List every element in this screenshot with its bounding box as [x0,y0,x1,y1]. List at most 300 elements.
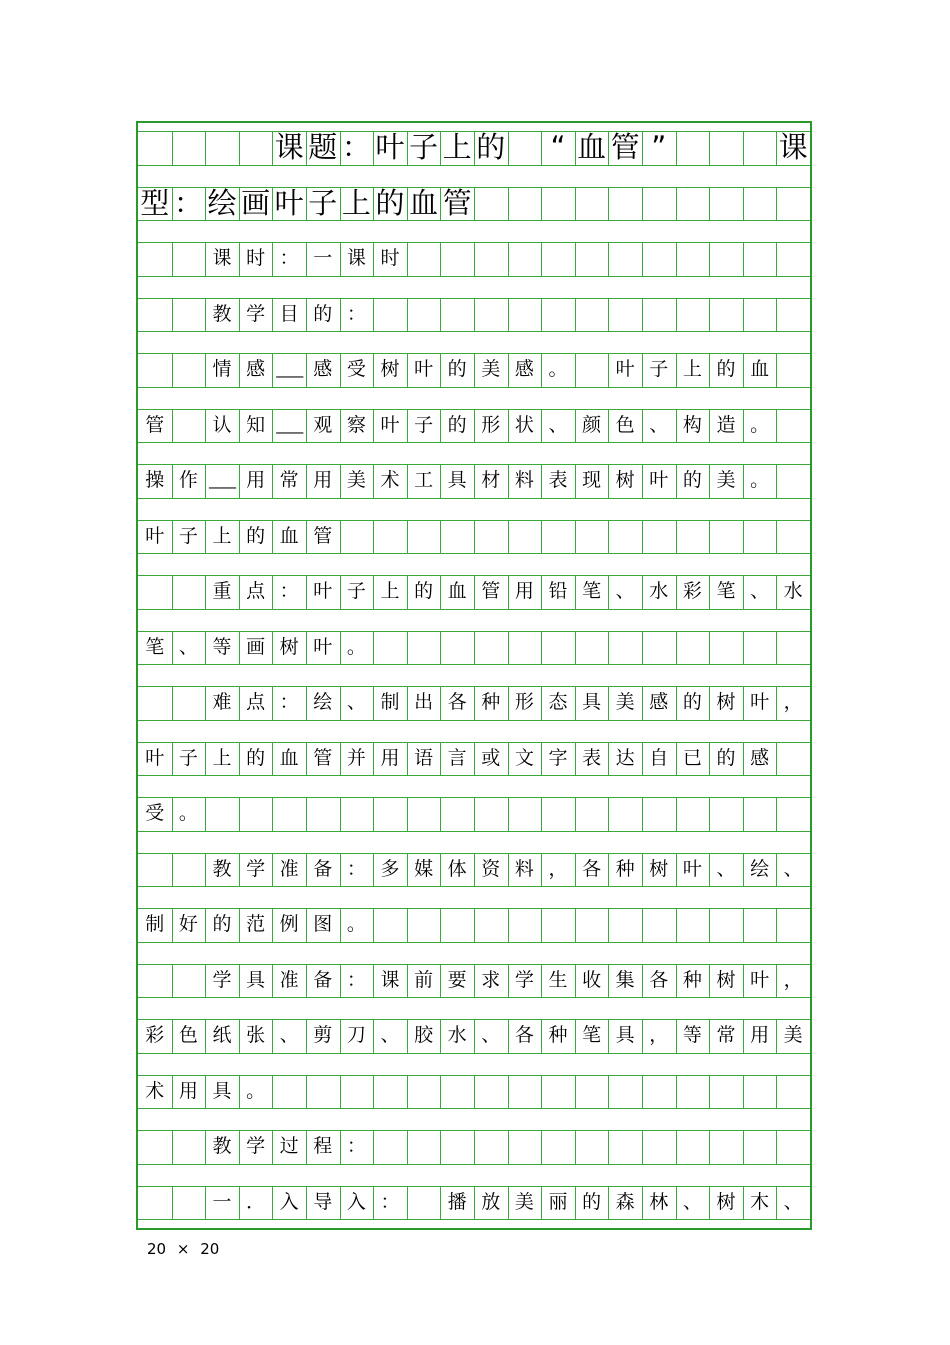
grid-cell [743,1130,777,1164]
grid-cell: 子 [308,185,338,220]
grid-cell: 课 [274,130,304,165]
grid-cell [608,298,642,332]
grid-cell: 上 [380,580,400,603]
grid-cell: 具 [212,1079,232,1102]
grid-cell: “ [550,130,566,165]
grid-cell: 树 [649,857,669,880]
grid-cell: 树 [716,1190,736,1213]
grid-cell [575,520,609,554]
grid-cell [608,631,642,665]
grid-cell: 各 [514,1024,534,1047]
grid-cell: 感 [313,358,333,381]
grid-cell [474,520,508,554]
grid-cell: 放 [481,1190,501,1213]
grid-cell: 准 [279,857,299,880]
grid-cell [508,1075,542,1109]
grid-cell [440,908,474,942]
grid-cell [642,1130,676,1164]
grid-cell: 子 [409,130,439,165]
grid-cell: 各 [649,968,669,991]
grid-cell [508,908,542,942]
grid-cell: 、 [750,580,770,603]
grid-cell [776,908,810,942]
grid-cell [474,298,508,332]
grid-cell [541,908,575,942]
grid-cell: 叶 [750,968,770,991]
grid-cell [172,131,206,165]
grid-cell: 森 [615,1190,635,1213]
grid-cell [642,298,676,332]
grid-cell: 刀 [346,1024,366,1047]
grid-cell [138,1130,172,1164]
grid-cell: 自 [649,746,669,769]
grid-cell [172,964,206,998]
grid-cell: 叶 [313,635,333,658]
grid-cell [776,242,810,276]
grid-cell [642,187,676,221]
grid-line [138,1164,810,1165]
grid-cell: 感 [514,358,534,381]
grid-cell: 料 [514,857,534,880]
grid-cell [172,409,206,443]
grid-cell: 具 [615,1024,635,1047]
grid-cell: 、 [178,635,198,658]
grid-cell: 彩 [145,1024,165,1047]
grid-cell [608,242,642,276]
grid-cell: 料 [514,469,534,492]
grid-cell [172,686,206,720]
grid-cell: 导 [313,1190,333,1213]
grid-cell: 点 [246,691,266,714]
grid-cell: 状 [514,413,534,436]
manuscript-grid [136,121,812,1230]
grid-cell: 水 [447,1024,467,1047]
grid-cell [138,686,172,720]
grid-cell: 管 [313,746,333,769]
grid-cell: ” [651,130,667,165]
grid-cell: 张 [246,1024,266,1047]
grid-cell: 林 [649,1190,669,1213]
grid-cell: 观 [313,413,333,436]
grid-cell: 察 [346,413,366,436]
grid-cell [676,520,710,554]
grid-cell [407,631,441,665]
grid-cell [440,797,474,831]
grid-cell [676,797,710,831]
grid-cell: 树 [716,691,736,714]
grid-cell: ， [783,968,803,991]
grid-cell: 绘 [750,857,770,880]
grid-cell [642,242,676,276]
times-sign: × [176,1240,190,1258]
grid-cell [776,742,810,776]
grid-cell: 表 [582,746,602,769]
grid-cell [407,1186,441,1220]
grid-cell [608,1130,642,1164]
grid-cell: 。 [548,358,568,381]
grid-cell: 树 [615,469,635,492]
grid-cell: 上 [341,185,371,220]
grid-cell [676,631,710,665]
grid-cell [676,1130,710,1164]
grid-cell: 笔 [145,635,165,658]
grid-cell [743,631,777,665]
grid-cell [440,242,474,276]
grid-cell: 的 [212,913,232,936]
grid-cell: 表 [548,469,568,492]
grid-cell [508,520,542,554]
grid-cell: 的 [246,524,266,547]
grid-cell: 颜 [582,413,602,436]
grid-cell: 。 [750,469,770,492]
grid-cols: 20 [147,1240,167,1258]
grid-cell: 彩 [682,580,702,603]
grid-cell [541,520,575,554]
grid-cell: 叶 [145,746,165,769]
grid-cell [575,187,609,221]
grid-cell: 胶 [414,1024,434,1047]
grid-cell [541,631,575,665]
grid-cell: 作 [178,469,198,492]
grid-cell: 课 [212,247,232,270]
grid-cell: 子 [414,413,434,436]
grid-cell: 多 [380,857,400,880]
grid-cell [642,520,676,554]
grid-cell: 的 [476,130,506,165]
grid-cell: 入 [279,1190,299,1213]
grid-cell: 、 [783,1190,803,1213]
grid-cell [407,298,441,332]
grid-cell: 的 [414,580,434,603]
grid-cell: 一 [313,247,333,270]
grid-cell [541,242,575,276]
grid-cell: 铅 [548,580,568,603]
grid-cell: 色 [615,413,635,436]
grid-cell [407,1075,441,1109]
grid-cell: 制 [380,691,400,714]
grid-cell: 上 [212,746,232,769]
grid-cell: 的 [716,746,736,769]
grid-cell: 达 [615,746,635,769]
grid-cell [743,520,777,554]
grid-line [138,553,810,554]
grid-cell: 时 [246,247,266,270]
grid-line [138,609,810,610]
grid-cell: 教 [212,302,232,325]
grid-cell [508,631,542,665]
grid-cell [676,298,710,332]
grid-cell: 树 [380,358,400,381]
grid-cell: 形 [514,691,534,714]
grid-cell: 学 [246,857,266,880]
grid-cell: 播 [447,1190,467,1213]
grid-cell: 范 [246,913,266,936]
grid-cell: 。 [178,802,198,825]
grid-cell: 具 [582,691,602,714]
grid-cell: 笔 [716,580,736,603]
grid-cell [138,964,172,998]
grid-cell: 学 [514,968,534,991]
grid-cell [743,1075,777,1109]
grid-cell: 木 [750,1190,770,1213]
grid-cell: ： [346,968,366,991]
grid-cell: 、 [716,857,736,880]
grid-cell [373,520,407,554]
grid-line [138,831,810,832]
grid-line [138,720,810,721]
grid-cell [776,1130,810,1164]
grid-cell: 各 [447,691,467,714]
grid-cell: ， [548,857,568,880]
grid-cell [776,187,810,221]
grid-cell: 术 [145,1079,165,1102]
grid-cell: 子 [178,524,198,547]
grid-cell [541,298,575,332]
grid-cell: 子 [649,358,669,381]
grid-cell: 感 [649,691,669,714]
grid-cell [642,908,676,942]
grid-cell [709,908,743,942]
grid-cell [340,1075,374,1109]
grid-cell: 血 [279,746,299,769]
grid-cell [474,1130,508,1164]
grid-cell: ． [246,1190,266,1213]
grid-cell: ： [279,247,299,270]
grid-cell: 的 [582,1190,602,1213]
grid-cell: 术 [380,469,400,492]
grid-cell: 管 [610,130,640,165]
grid-cell [642,797,676,831]
grid-cell: 具 [246,968,266,991]
grid-cell [407,520,441,554]
grid-cell: 剪 [313,1024,333,1047]
grid-cell: 。 [246,1079,266,1102]
grid-cell: 课 [346,247,366,270]
grid-cell [172,1186,206,1220]
grid-cell [373,1130,407,1164]
grid-cell: 字 [548,746,568,769]
grid-cell: 课 [778,130,808,165]
grid-cell [239,131,273,165]
grid-cell [474,797,508,831]
grid-cell: 树 [716,968,736,991]
grid-cell [340,520,374,554]
grid-cell: 种 [615,857,635,880]
grid-cell: 种 [481,691,501,714]
grid-cell [508,1130,542,1164]
grid-cell: 、 [682,1190,702,1213]
grid-cell: 入 [346,1190,366,1213]
grid-cell [575,298,609,332]
grid-cell: 言 [447,746,467,769]
grid-cell: 美 [783,1024,803,1047]
grid-cell: 、 [615,580,635,603]
grid-cell: 美 [716,469,736,492]
grid-cell [508,298,542,332]
grid-cell: 用 [750,1024,770,1047]
grid-cell: 学 [246,302,266,325]
grid-cell: 笔 [582,1024,602,1047]
grid-cell: 媒 [414,857,434,880]
grid-cell: 管 [442,185,472,220]
grid-cell [743,797,777,831]
grid-cell [608,797,642,831]
grid-cell [541,1130,575,1164]
grid-cell: 的 [682,469,702,492]
grid-cell: 感 [750,746,770,769]
grid-cell: 用 [380,746,400,769]
grid-cell [306,797,340,831]
grid-cell: 美 [481,358,501,381]
grid-cell [172,575,206,609]
grid-cell [709,520,743,554]
grid-cell: 用 [246,469,266,492]
grid-line [138,498,810,499]
grid-cell: 用 [514,580,534,603]
grid-cell [508,242,542,276]
grid-cell [138,853,172,887]
grid-cell: 现 [582,469,602,492]
grid-cell [407,908,441,942]
grid-cell [709,187,743,221]
grid-cell: 水 [649,580,669,603]
grid-cell: 图 [313,913,333,936]
grid-cell: 丽 [548,1190,568,1213]
grid-cell [373,1075,407,1109]
grid-cell [776,797,810,831]
grid-cell: 要 [447,968,467,991]
grid-cell: ： [380,1190,400,1213]
grid-cell: 的 [246,746,266,769]
grid-cell [776,464,810,498]
grid-cell: 叶 [145,524,165,547]
grid-cell [172,353,206,387]
grid-cell: ： [346,1135,366,1158]
grid-cell [407,797,441,831]
grid-cell [676,1075,710,1109]
grid-cell [272,1075,306,1109]
grid-cell: 文 [514,746,534,769]
grid-cell [776,1075,810,1109]
grid-cell [676,908,710,942]
grid-cell: 生 [548,968,568,991]
grid-cell [709,1075,743,1109]
grid-cell: 叶 [414,358,434,381]
grid-cell: ____ [276,415,303,434]
grid-line [138,165,810,166]
grid-cell [138,1186,172,1220]
grid-line [138,331,810,332]
grid-cell: 备 [313,857,333,880]
grid-cell: 笔 [582,580,602,603]
grid-cell [407,242,441,276]
grid-cell [508,131,542,165]
grid-cell [373,908,407,942]
grid-cell: 受 [145,802,165,825]
grid-line [138,442,810,443]
grid-cell [373,797,407,831]
grid-cell [709,797,743,831]
grid-cell [373,298,407,332]
grid-cell: 形 [481,413,501,436]
grid-cell: 已 [682,746,702,769]
grid-cell [138,353,172,387]
grid-cell: ： [279,580,299,603]
grid-cell: 画 [241,185,271,220]
grid-cell: 目 [279,302,299,325]
grid-cell: 纸 [212,1024,232,1047]
grid-cell [608,520,642,554]
grid-cell: ____ [276,360,303,379]
grid-cell: 情 [212,358,232,381]
grid-line [138,276,810,277]
grid-cell [608,187,642,221]
grid-cell [508,797,542,831]
grid-cell: 色 [178,1024,198,1047]
grid-cell: 制 [145,913,165,936]
grid-cell [138,298,172,332]
grid-cell: ： [346,857,366,880]
grid-cell: ： [173,185,203,220]
grid-cell: 学 [212,968,232,991]
grid-cell: 或 [481,746,501,769]
grid-rows: 20 [200,1240,220,1258]
grid-cell [743,242,777,276]
grid-cell [474,187,508,221]
grid-cell: 树 [279,635,299,658]
grid-cell: 血 [447,580,467,603]
grid-cell [743,908,777,942]
grid-cell: 种 [548,1024,568,1047]
grid-cell: 、 [649,413,669,436]
grid-cell: 用 [178,1079,198,1102]
grid-cell: 过 [279,1135,299,1158]
grid-cell: 美 [346,469,366,492]
grid-cell: 血 [750,358,770,381]
grid-cell [575,908,609,942]
grid-cell [776,631,810,665]
grid-cell: ： [279,691,299,714]
grid-cell: 、 [279,1024,299,1047]
grid-cell: ， [783,691,803,714]
grid-cell: 态 [548,691,568,714]
grid-cell: 认 [212,413,232,436]
grid-cell: ： [341,130,371,165]
grid-cell: 点 [246,580,266,603]
grid-cell [138,575,172,609]
grid-cell: 造 [716,413,736,436]
grid-cell [239,797,273,831]
grid-cell: 前 [414,968,434,991]
grid-cell: 教 [212,1135,232,1158]
grid-cell [575,242,609,276]
grid-cell: 具 [447,469,467,492]
grid-cell: 绘 [313,691,333,714]
grid-cell [575,353,609,387]
grid-cell: 叶 [682,857,702,880]
grid-cell: 准 [279,968,299,991]
grid-cell: 常 [716,1024,736,1047]
grid-cell: 管 [145,413,165,436]
grid-cell: 、 [346,691,366,714]
grid-cell [440,1130,474,1164]
grid-cell [776,409,810,443]
grid-cell: 好 [178,913,198,936]
grid-cell [709,242,743,276]
grid-line [138,997,810,998]
grid-cell [676,242,710,276]
grid-line [138,220,810,221]
